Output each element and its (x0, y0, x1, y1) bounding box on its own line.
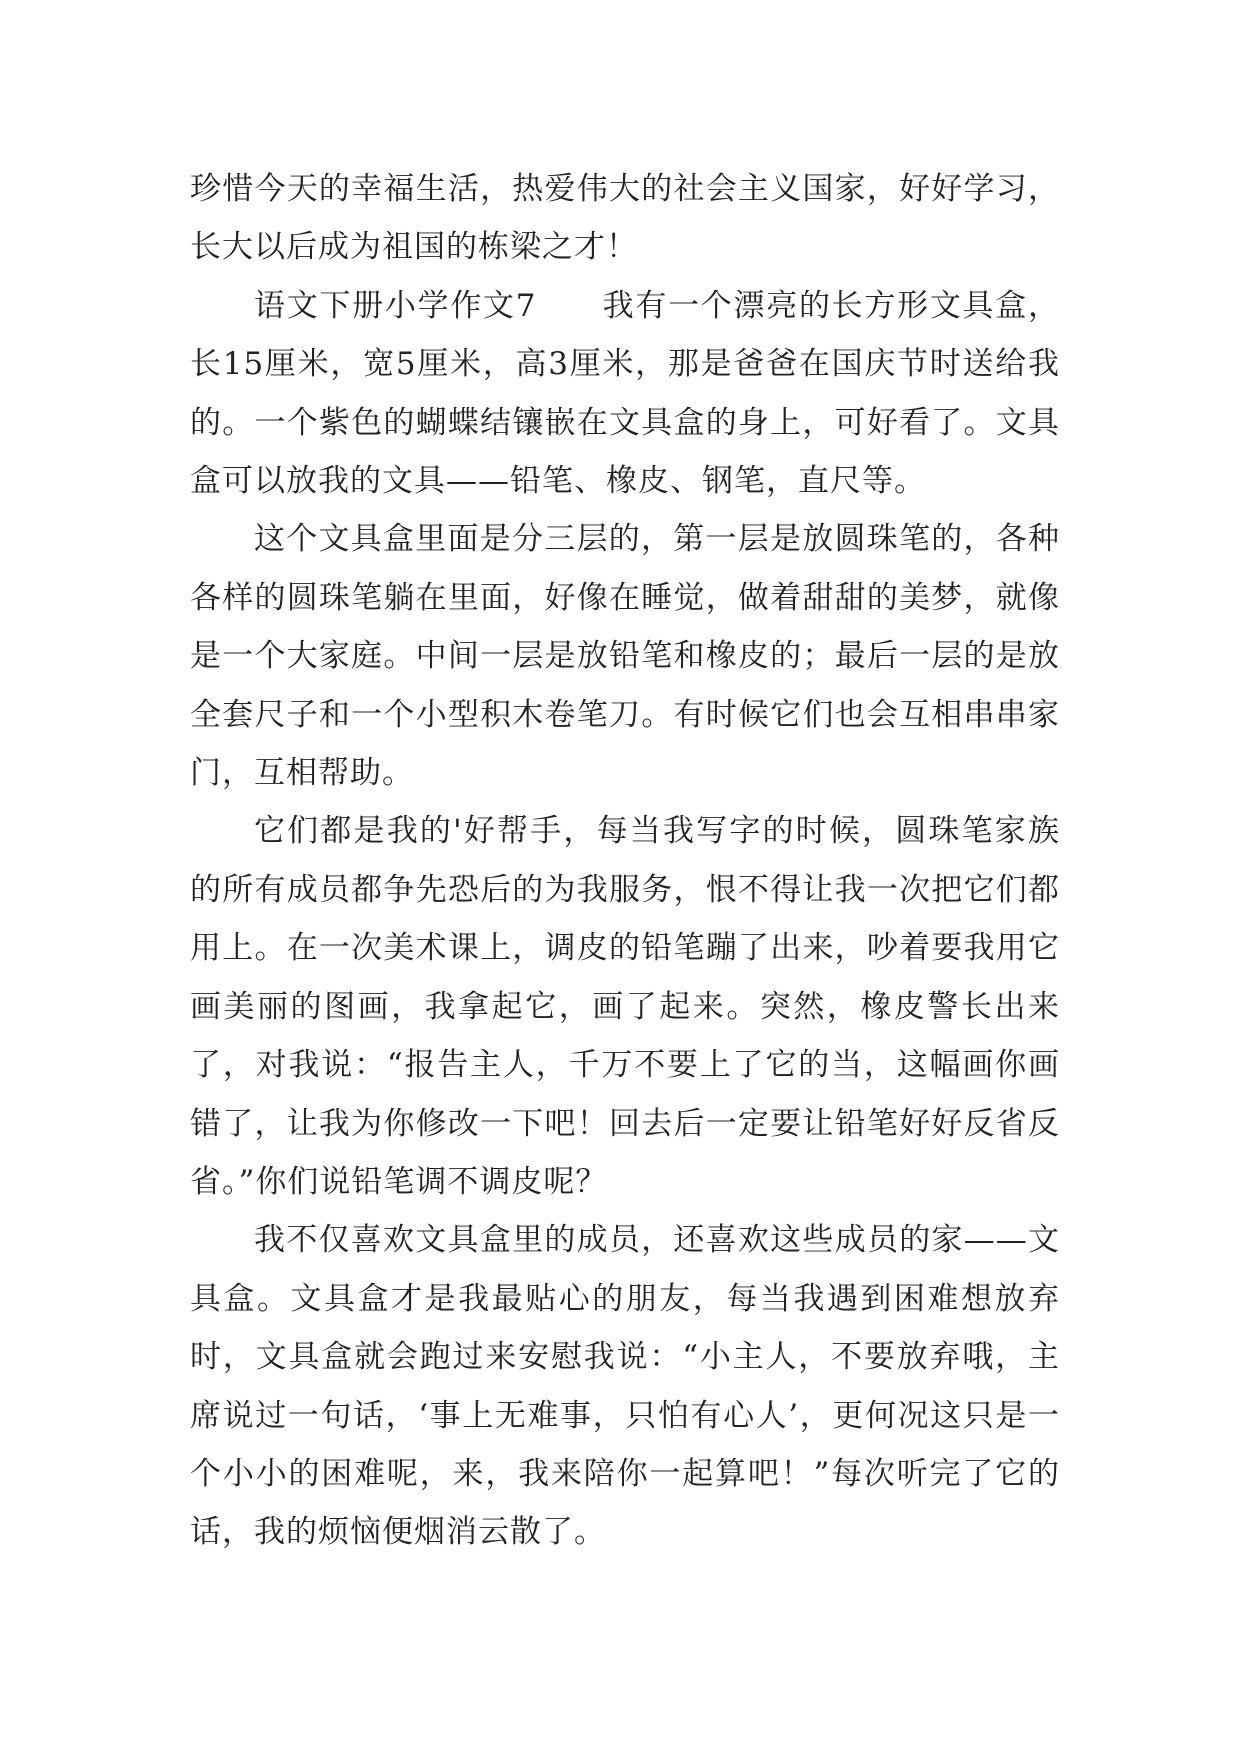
paragraph-layers: 这个文具盒里面是分三层的，第一层是放圆珠笔的，各种各样的圆珠笔躺在里面，好像在睡觉，做着甜甜的美梦，就像是一个大家庭。中间一层是放铅笔和橡皮的；最后一层的是放全套尺子和一个小型积木卷笔刀。有时候它们也会互相串串家门，互相帮助。 (190, 521, 1060, 792)
paragraph-helpers: 它们都是我的'好帮手，每当我写字的时候，圆珠笔家族的所有成员都争先恐后的为我服务，恨不得让我一次把它们都用上。在一次美术课上，调皮的铅笔蹦了出来，吵着要我用它画美丽的图画，我拿起它，画了起来。突然，橡皮警长出来了，对我说：“报告主人，千万不要上了它的当，这幅画你画错了，让我为你修改一下吧！回去后一定要让铅笔好好反省反省。”你们说铅笔调不调皮呢？ (190, 813, 1060, 1200)
paragraph-friend: 我不仅喜欢文具盒里的成员，还喜欢这些成员的家——文具盒。文具盒才是我最贴心的朋友，每当我遇到困难想放弃时，文具盒就会跑过来安慰我说：“小主人，不要放弃哦，主席说过一句话，‘事上无难事，只怕有心人’，更何况这只是一个小小的困难呢，来，我来陪你一起算吧！”每次听完了它的话，我的烦恼便烟消云散了。 (190, 1222, 1060, 1551)
paragraph-essay-title-and-intro: 语文下册小学作文7 我有一个漂亮的长方形文具盒，长15厘米，宽5厘米，高3厘米，那是爸爸在国庆节时送给我的。一个紫色的蝴蝶结镶嵌在文具盒的身上，可好看了。文具盒可以放我的文具——铅笔、橡皮、钢笔，直尺等。 (190, 287, 1060, 500)
essay-body (190, 160, 1060, 1562)
paragraph-continuation: 珍惜今天的幸福生活，热爱伟大的社会主义国家，好好学习，长大以后成为祖国的栋梁之才！ (190, 171, 1060, 266)
